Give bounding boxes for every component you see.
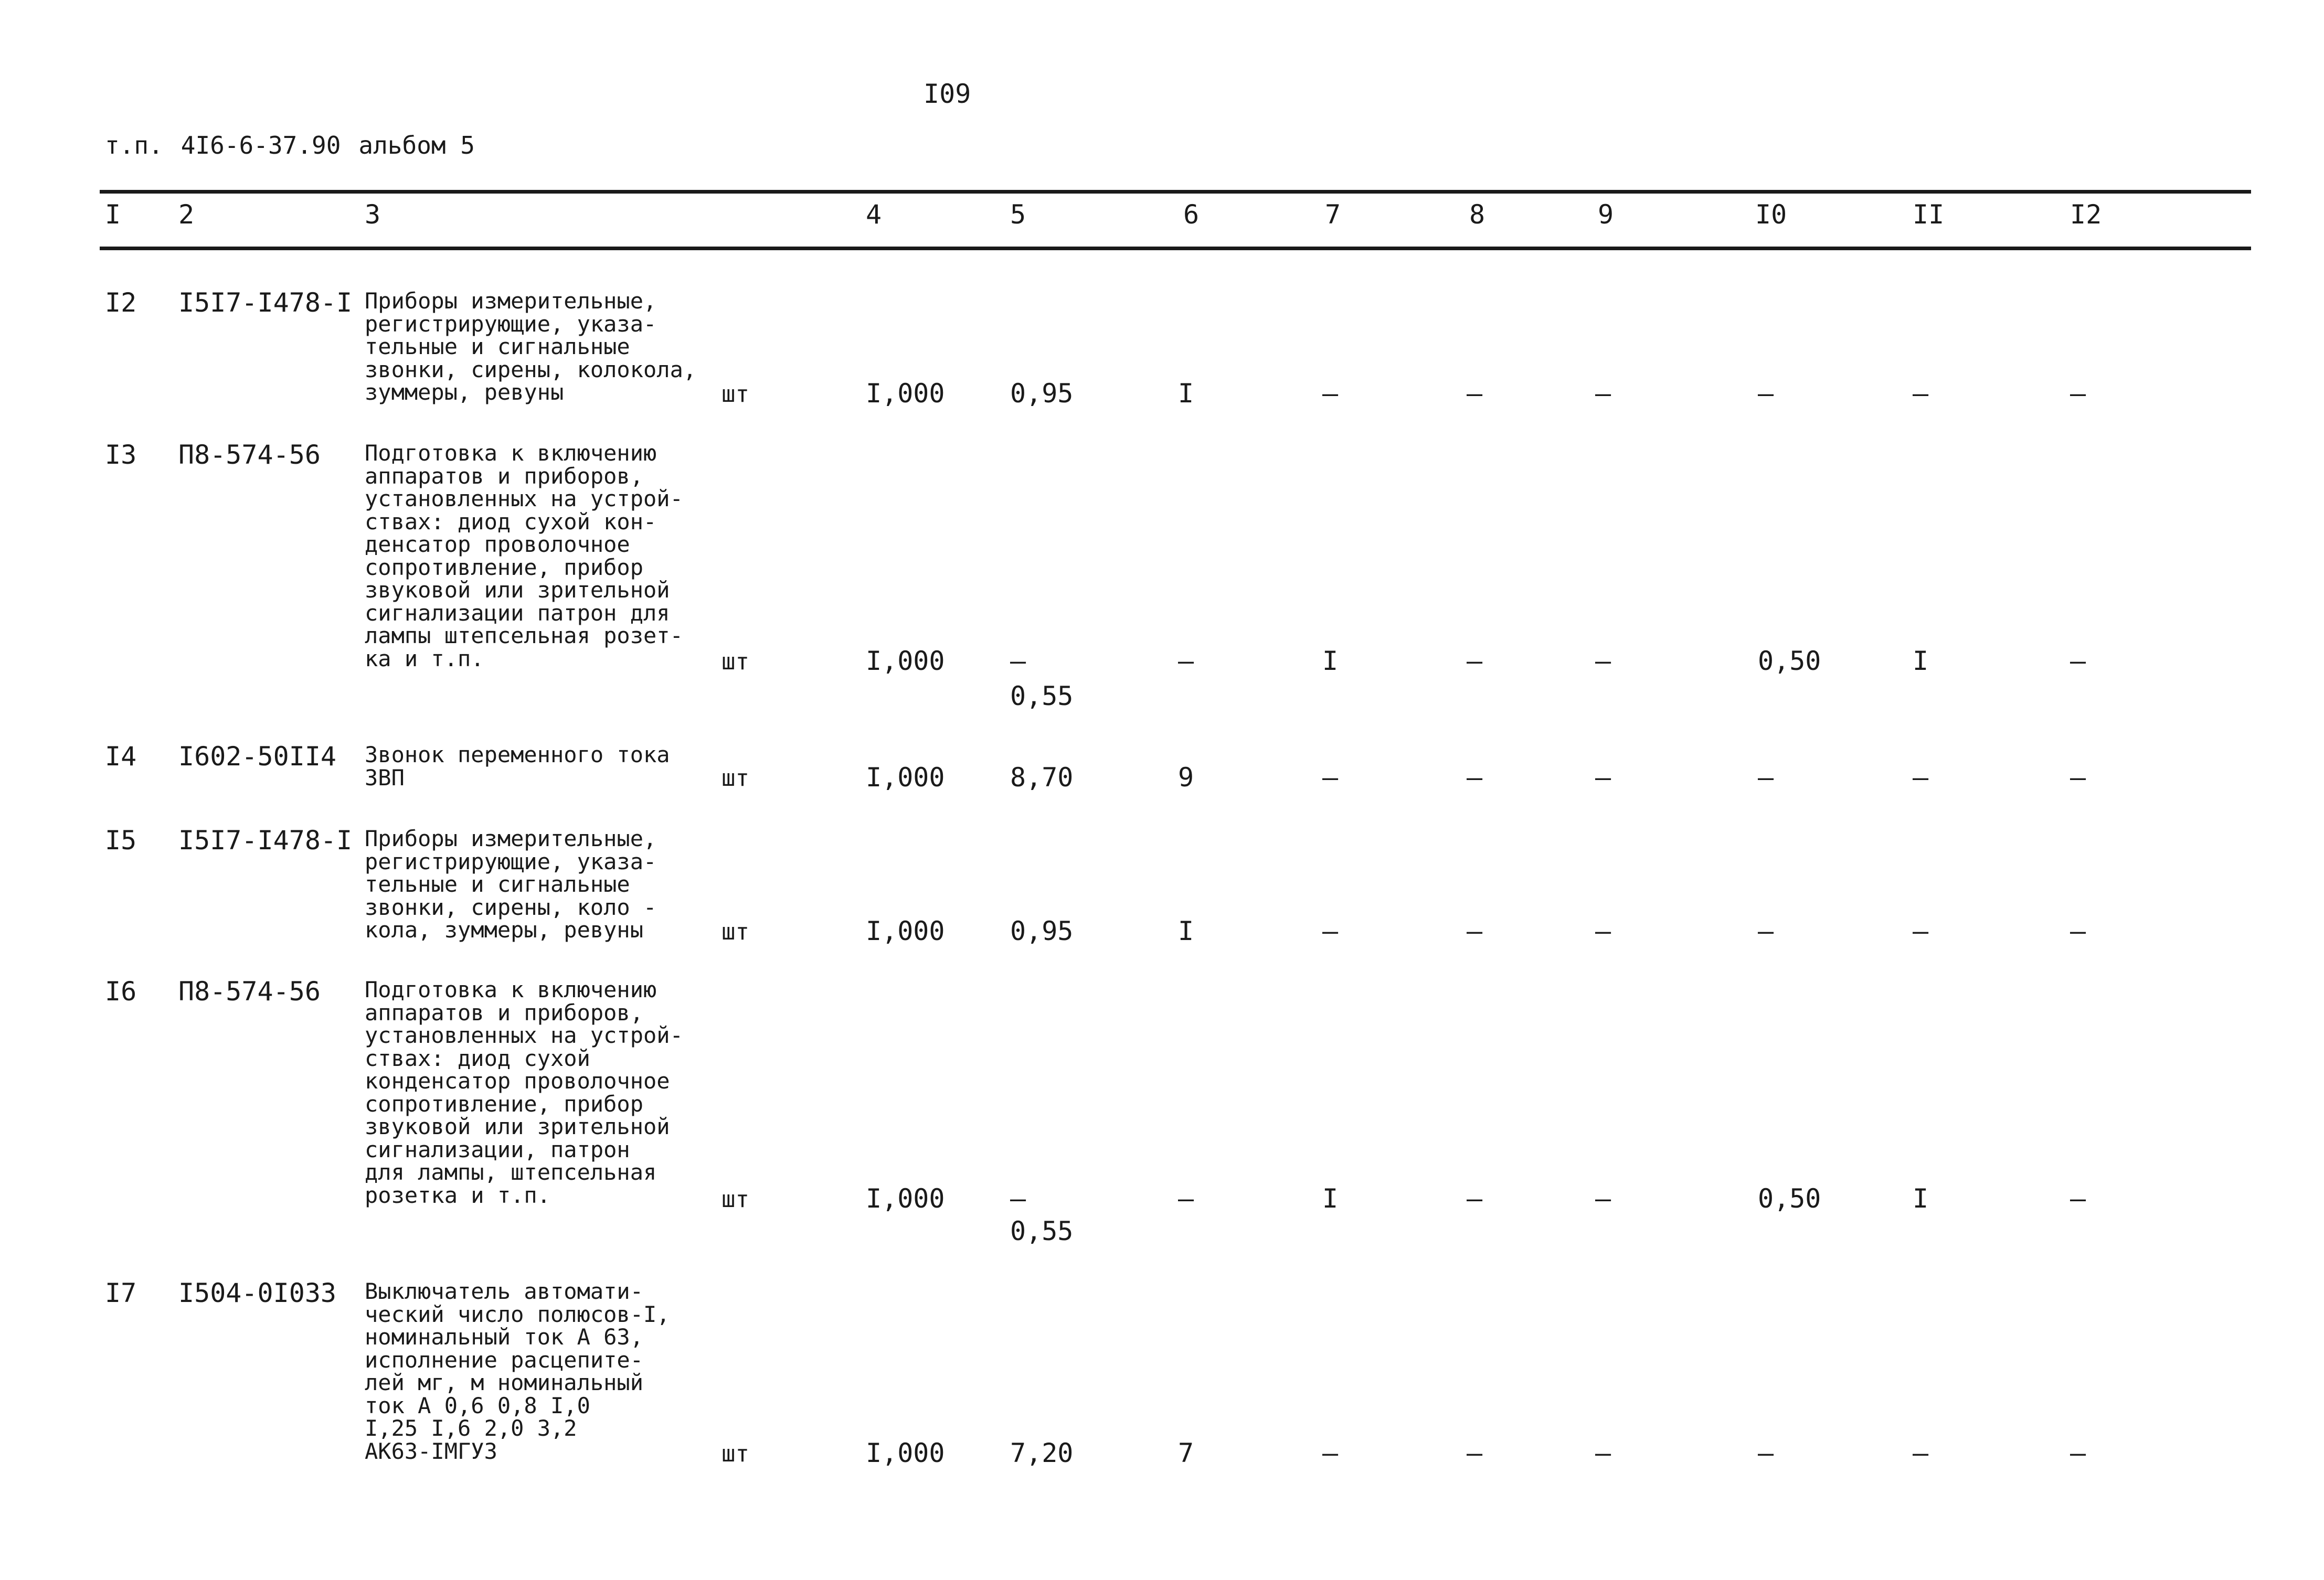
- row-col8: –: [1467, 916, 1483, 946]
- col-header-8: 8: [1469, 199, 1485, 230]
- row-col7: I: [1322, 646, 1339, 676]
- row-number: I6: [105, 976, 137, 1007]
- row-col5: 0,55: [1010, 681, 1074, 711]
- row-col5-top: –: [1010, 1183, 1026, 1214]
- row-col8: –: [1467, 1438, 1483, 1468]
- row-unit: шт: [721, 381, 749, 408]
- row-col11: –: [1913, 1438, 1929, 1468]
- row-col10: –: [1758, 378, 1774, 409]
- row-code: П8-574-56: [178, 976, 321, 1007]
- document-header: [105, 131, 493, 159]
- row-col6: 7: [1178, 1438, 1194, 1468]
- row-col11: –: [1913, 378, 1929, 409]
- table-top-rule: [100, 190, 2251, 194]
- row-col8: –: [1467, 378, 1483, 409]
- row-code: П8-574-56: [178, 440, 321, 470]
- row-col6: I: [1178, 378, 1194, 409]
- col-header-4: 4: [866, 199, 882, 230]
- row-description: Приборы измерительные, регистрирующие, указа- тельные и сигнальные звонки, сирены, колокола, зуммеры, ревуны: [365, 288, 697, 405]
- row-col4: I,000: [866, 762, 945, 793]
- row-col6: 9: [1178, 762, 1194, 793]
- row-col7: –: [1322, 1438, 1339, 1468]
- row-col10: –: [1758, 1438, 1774, 1468]
- col-header-11: II: [1913, 199, 1945, 230]
- doc-ref: т.п.: [105, 131, 163, 159]
- row-code: I5I7-I478-I: [178, 287, 353, 318]
- row-col9: –: [1595, 1183, 1611, 1214]
- row-col9: –: [1595, 378, 1611, 409]
- row-col10: –: [1758, 762, 1774, 793]
- row-col9: –: [1595, 916, 1611, 946]
- row-col10: 0,50: [1758, 646, 1821, 676]
- row-col8: –: [1467, 762, 1483, 793]
- row-col8: –: [1467, 1183, 1483, 1214]
- row-number: I5: [105, 825, 137, 856]
- table-header-rule: [100, 247, 2251, 250]
- row-unit: шт: [721, 765, 749, 792]
- row-col4: I,000: [866, 916, 945, 946]
- row-col5: 0,55: [1010, 1216, 1074, 1246]
- row-col7: –: [1322, 916, 1339, 946]
- row-col11: –: [1913, 762, 1929, 793]
- row-col7: –: [1322, 378, 1339, 409]
- col-header-5: 5: [1010, 199, 1026, 230]
- row-col12: –: [2070, 646, 2086, 676]
- row-col8: –: [1467, 646, 1483, 676]
- row-col9: –: [1595, 1438, 1611, 1468]
- col-header-3: 3: [365, 199, 381, 230]
- row-col5: 8,70: [1010, 762, 1074, 793]
- row-description: Приборы измерительные, регистрирующие, указа- тельные и сигнальные звонки, сирены, коло - кола, зуммеры, ревуны: [365, 826, 657, 943]
- row-unit: шт: [721, 648, 749, 675]
- row-col12: –: [2070, 762, 2086, 793]
- album-label: альбом 5: [358, 131, 475, 159]
- row-col12: –: [2070, 378, 2086, 409]
- row-description: Подготовка к включению аппаратов и приборов, установленных на устрой- ствах: диод сухой кон- денсатор проволочное сопротивление, прибор звуковой или зрительной сигнализации патрон для лампы штепсельная розет- ка и т.п.: [365, 440, 683, 671]
- col-header-2: 2: [178, 199, 195, 230]
- row-col5: 0,95: [1010, 378, 1074, 409]
- row-number: I2: [105, 287, 137, 318]
- row-col12: –: [2070, 1438, 2086, 1468]
- row-col6: –: [1178, 1183, 1194, 1214]
- col-header-6: 6: [1183, 199, 1200, 230]
- row-number: I3: [105, 440, 137, 470]
- doc-code: 4I6-6-37.90: [181, 131, 341, 159]
- row-col7: I: [1322, 1183, 1339, 1214]
- col-header-10: I0: [1755, 199, 1787, 230]
- row-col6: –: [1178, 646, 1194, 676]
- row-col10: 0,50: [1758, 1183, 1821, 1214]
- row-unit: шт: [721, 1440, 749, 1467]
- row-col6: I: [1178, 916, 1194, 946]
- row-col9: –: [1595, 762, 1611, 793]
- row-description: Звонок переменного тока ЗВП: [365, 742, 670, 791]
- row-col4: I,000: [866, 1183, 945, 1214]
- row-col4: I,000: [866, 646, 945, 676]
- row-code: I5I7-I478-I: [178, 825, 353, 856]
- row-description: Подготовка к включению аппаратов и приборов, установленных на устрой- ствах: диод сухой конденсатор проволочное сопротивление, прибор звуковой или зрительной сигнализации, патрон для лампы, штепсельная розетка и т.п.: [365, 977, 683, 1208]
- row-number: I7: [105, 1278, 137, 1308]
- row-col12: –: [2070, 916, 2086, 946]
- row-description: Выключатель автомати- ческий число полюсов-I, номинальный ток А 63, исполнение расцепите- лей мг, м номинальный ток А 0,6 0,8 I,0 I,25 I,6 2,0 3,2 АК63-IМГУЗ: [365, 1278, 670, 1464]
- col-header-7: 7: [1325, 199, 1341, 230]
- col-header-12: I2: [2070, 199, 2102, 230]
- row-col9: –: [1595, 646, 1611, 676]
- row-unit: шт: [721, 1186, 749, 1213]
- col-header-9: 9: [1598, 199, 1614, 230]
- row-col4: I,000: [866, 1438, 945, 1468]
- page-number: I09: [924, 79, 971, 109]
- row-col4: I,000: [866, 378, 945, 409]
- row-col12: –: [2070, 1183, 2086, 1214]
- row-code: I504-0I033: [178, 1278, 337, 1308]
- col-header-1: I: [105, 199, 121, 230]
- row-col5: 7,20: [1010, 1438, 1074, 1468]
- row-col5-top: –: [1010, 646, 1026, 676]
- row-number: I4: [105, 741, 137, 772]
- row-code: I602-50II4: [178, 741, 337, 772]
- row-col10: –: [1758, 916, 1774, 946]
- row-col5: 0,95: [1010, 916, 1074, 946]
- row-col11: I: [1913, 1183, 1929, 1214]
- row-col11: I: [1913, 646, 1929, 676]
- row-unit: шт: [721, 919, 749, 945]
- row-col11: –: [1913, 916, 1929, 946]
- row-col7: –: [1322, 762, 1339, 793]
